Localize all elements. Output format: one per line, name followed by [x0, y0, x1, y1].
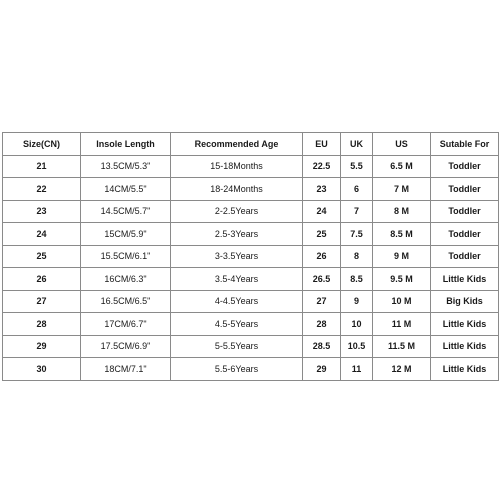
cell-eu: 22.5 — [303, 155, 341, 178]
header-us: US — [373, 133, 431, 156]
cell-insole-length: 16CM/6.3" — [81, 268, 171, 291]
cell-suitable-for: Toddler — [431, 155, 499, 178]
cell-uk: 11 — [341, 358, 373, 381]
cell-recommended-age: 15-18Months — [171, 155, 303, 178]
cell-recommended-age: 3.5-4Years — [171, 268, 303, 291]
cell-uk: 7 — [341, 200, 373, 223]
header-row — [3, 133, 499, 156]
cell-uk: 10.5 — [341, 335, 373, 358]
table-row — [3, 290, 499, 313]
cell-us: 8 M — [373, 200, 431, 223]
cell-insole-length: 14CM/5.5" — [81, 178, 171, 201]
cell-us: 8.5 M — [373, 223, 431, 246]
cell-size-cn: 26 — [3, 268, 81, 291]
cell-size-cn: 30 — [3, 358, 81, 381]
cell-size-cn: 29 — [3, 335, 81, 358]
table-body — [3, 155, 499, 380]
cell-suitable-for: Toddler — [431, 223, 499, 246]
cell-suitable-for: Little Kids — [431, 313, 499, 336]
cell-size-cn: 21 — [3, 155, 81, 178]
cell-insole-length: 15CM/5.9" — [81, 223, 171, 246]
cell-insole-length: 15.5CM/6.1" — [81, 245, 171, 268]
cell-insole-length: 14.5CM/5.7" — [81, 200, 171, 223]
table-row — [3, 200, 499, 223]
cell-suitable-for: Toddler — [431, 178, 499, 201]
table-row — [3, 223, 499, 246]
cell-recommended-age: 5-5.5Years — [171, 335, 303, 358]
cell-eu: 26.5 — [303, 268, 341, 291]
table-header — [3, 133, 499, 156]
cell-recommended-age: 5.5-6Years — [171, 358, 303, 381]
cell-us: 7 M — [373, 178, 431, 201]
cell-recommended-age: 18-24Months — [171, 178, 303, 201]
cell-size-cn: 27 — [3, 290, 81, 313]
cell-recommended-age: 2-2.5Years — [171, 200, 303, 223]
cell-eu: 26 — [303, 245, 341, 268]
size-chart-table — [2, 132, 499, 381]
cell-recommended-age: 4.5-5Years — [171, 313, 303, 336]
cell-eu: 27 — [303, 290, 341, 313]
cell-uk: 5.5 — [341, 155, 373, 178]
table-row — [3, 358, 499, 381]
cell-insole-length: 17CM/6.7" — [81, 313, 171, 336]
cell-us: 9.5 M — [373, 268, 431, 291]
cell-size-cn: 28 — [3, 313, 81, 336]
cell-suitable-for: Little Kids — [431, 358, 499, 381]
header-eu: EU — [303, 133, 341, 156]
header-insole-length: Insole Length — [81, 133, 171, 156]
cell-us: 12 M — [373, 358, 431, 381]
cell-uk: 7.5 — [341, 223, 373, 246]
cell-eu: 24 — [303, 200, 341, 223]
table-row — [3, 245, 499, 268]
cell-uk: 10 — [341, 313, 373, 336]
table-row — [3, 178, 499, 201]
cell-us: 6.5 M — [373, 155, 431, 178]
cell-suitable-for: Little Kids — [431, 268, 499, 291]
cell-recommended-age: 3-3.5Years — [171, 245, 303, 268]
cell-insole-length: 17.5CM/6.9" — [81, 335, 171, 358]
header-size-cn: Size(CN) — [3, 133, 81, 156]
cell-us: 11 M — [373, 313, 431, 336]
cell-uk: 8 — [341, 245, 373, 268]
cell-us: 10 M — [373, 290, 431, 313]
cell-size-cn: 23 — [3, 200, 81, 223]
header-uk: UK — [341, 133, 373, 156]
cell-suitable-for: Toddler — [431, 245, 499, 268]
header-recommended-age: Recommended Age — [171, 133, 303, 156]
cell-eu: 25 — [303, 223, 341, 246]
header-suitable-for: Sutable For — [431, 133, 499, 156]
cell-size-cn: 22 — [3, 178, 81, 201]
cell-uk: 8.5 — [341, 268, 373, 291]
table-row — [3, 313, 499, 336]
table-row — [3, 335, 499, 358]
cell-suitable-for: Big Kids — [431, 290, 499, 313]
cell-recommended-age: 2.5-3Years — [171, 223, 303, 246]
table-row — [3, 268, 499, 291]
cell-us: 11.5 M — [373, 335, 431, 358]
cell-size-cn: 25 — [3, 245, 81, 268]
cell-size-cn: 24 — [3, 223, 81, 246]
cell-uk: 6 — [341, 178, 373, 201]
cell-suitable-for: Little Kids — [431, 335, 499, 358]
cell-insole-length: 18CM/7.1" — [81, 358, 171, 381]
cell-suitable-for: Toddler — [431, 200, 499, 223]
cell-eu: 29 — [303, 358, 341, 381]
cell-eu: 28.5 — [303, 335, 341, 358]
cell-recommended-age: 4-4.5Years — [171, 290, 303, 313]
cell-us: 9 M — [373, 245, 431, 268]
cell-eu: 23 — [303, 178, 341, 201]
table-row — [3, 155, 499, 178]
cell-insole-length: 16.5CM/6.5" — [81, 290, 171, 313]
cell-eu: 28 — [303, 313, 341, 336]
cell-uk: 9 — [341, 290, 373, 313]
cell-insole-length: 13.5CM/5.3" — [81, 155, 171, 178]
